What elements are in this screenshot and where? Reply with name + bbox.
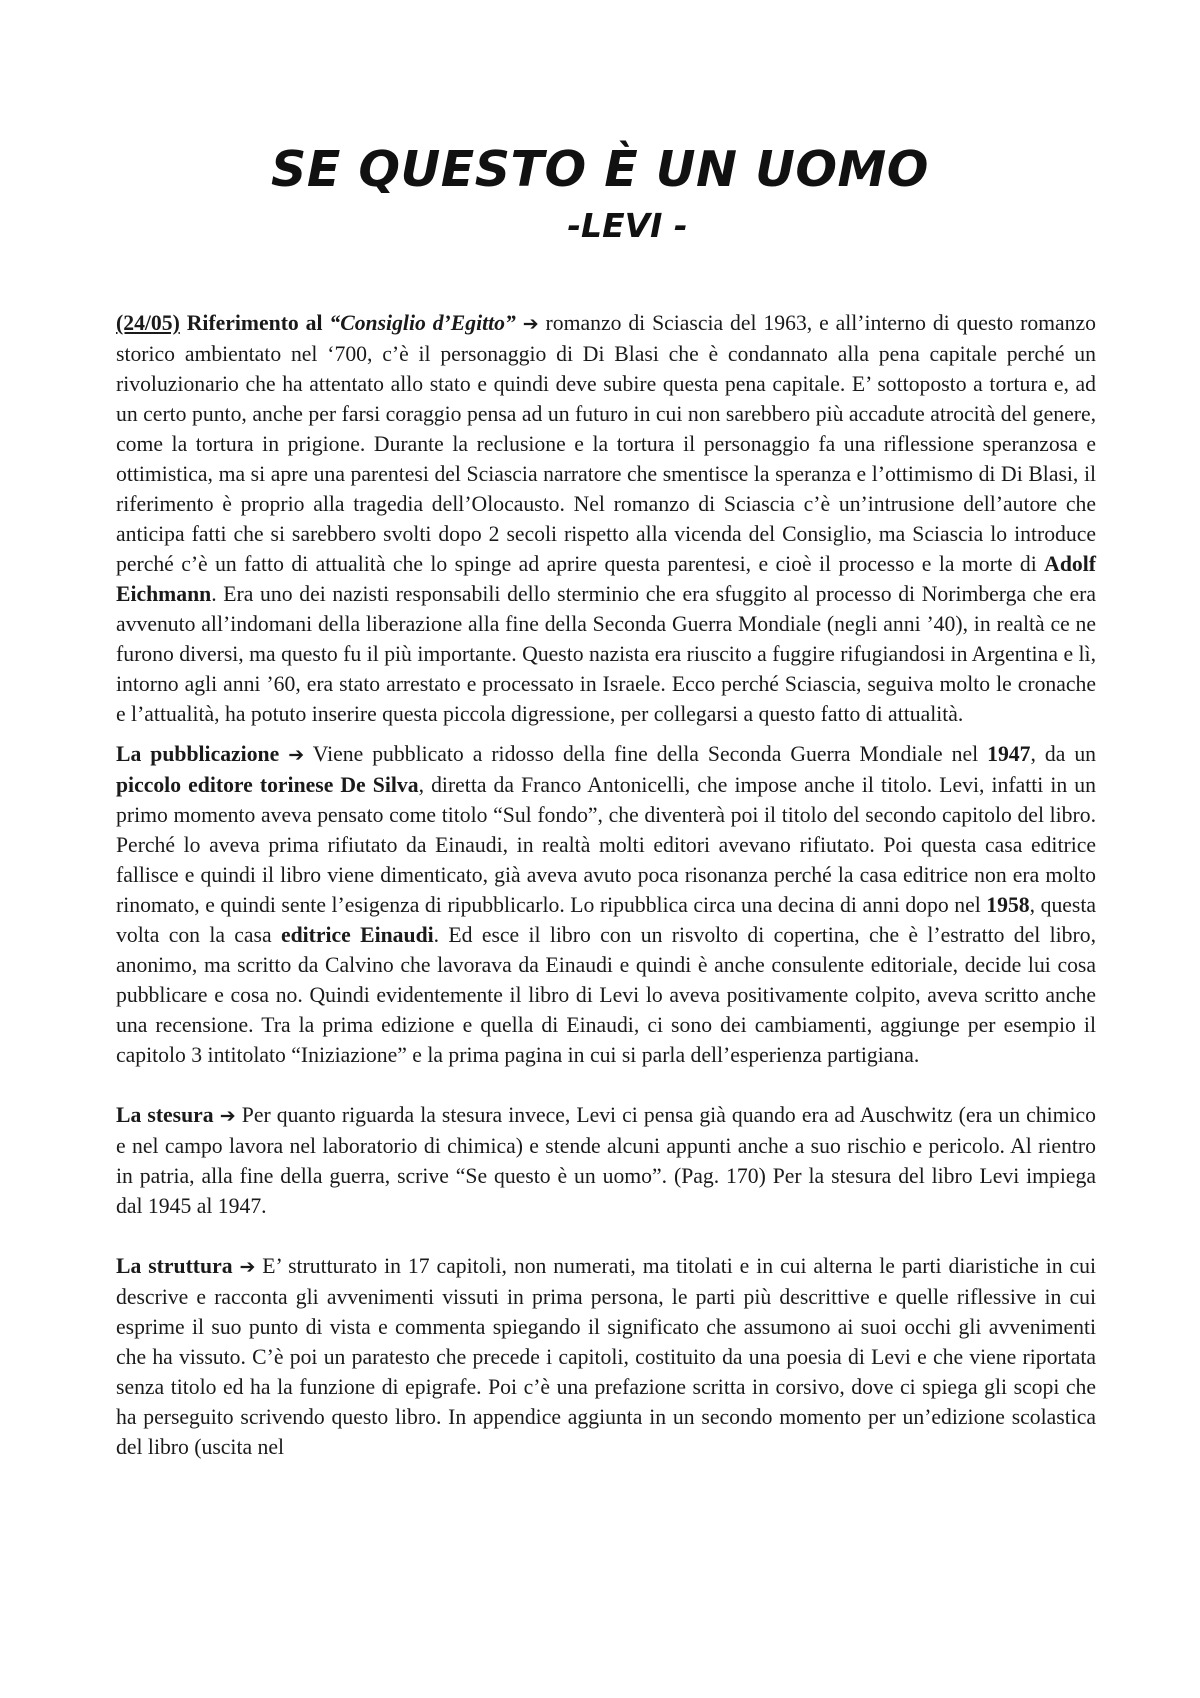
quoted-title: “Consiglio d’Egitto” [329, 311, 516, 335]
section-label: La stesura [116, 1103, 214, 1127]
text-run: , questa volta con la casa [116, 893, 1097, 947]
paragraph-riferimento [116, 308, 1096, 729]
text-run: . Era uno dei nazisti responsabili dello sterminio che era sfuggito al processo di Norimberga che era avvenuto all’indomani della liberazione alla fine della Seconda Guerra Mondiale (negli anni ’40), in realtà ce ne furono diversi, ma questo fu il più importante. Questo nazista era riuscito a fuggire rifugiandosi in Argentina e lì, intorno agli anni ’60, era stato arrestato e processato in Israele. Ecco perché Sciascia, seguiva molto le cronache e l’attualità, ha potuto inserire questa piccola digressione, per collegarsi a questo fatto di attualità. [116, 582, 1096, 726]
section-label: La pubblicazione [116, 742, 280, 766]
paragraph-stesura [116, 1100, 1096, 1221]
arrow-icon: ➔ [219, 1105, 236, 1127]
arrow-icon: ➔ [239, 1256, 256, 1278]
bold-year: 1958 [986, 893, 1030, 917]
arrow-icon: ➔ [522, 313, 539, 335]
date-label: (24/05) [116, 311, 180, 335]
arrow-icon: ➔ [288, 744, 305, 766]
bold-year: 1947 [987, 742, 1031, 766]
text-run: , diretta da Franco Antonicelli, che impose anche il titolo. Levi, infatti in un primo momento aveva pensato come titolo “Sul fondo”, che diventerà poi il titolo del secondo capitolo del libro. Perché lo aveva prima rifiutato da Einaudi, in realtà molti editori avevano rifiutato. Poi questa casa editrice fallisce e quindi il libro viene dimenticato, già aveva avuto poca risonanza perché la casa editrice non era molto rinomato, e quindi sente l’esigenza di ripubblicarlo. Lo ripubblica circa una decina di anni dopo nel [116, 773, 1096, 917]
paragraph-struttura [116, 1251, 1096, 1462]
text-run: romanzo di Sciascia del 1963, e all’interno di questo romanzo storico ambientato nel ‘700, c’è il personaggio di Di Blasi che è condannato alla pena capitale perché un rivoluzionario che ha attentato allo stato e quindi deve subire questa pena capitale. E’ sottoposto a tortura e, ad un certo punto, anche per farsi coraggio pensa ad un futuro in cui non sarebbero più accadute atrocità del genere, come la tortura in prigione. Durante la reclusione e la tortura il personaggio fa una riflessione speranzosa e ottimistica, ma si apre una parentesi del Sciascia narratore che smentisce la speranza e l’ottimismo di Di Blasi, il riferimento è proprio alla tragedia dell’Olocausto. Nel romanzo di Sciascia c’è un’intrusione dell’autore che anticipa fatti che si sarebbero svolti dopo 2 secoli rispetto alla vicenda del Consiglio, ma Sciascia lo introduce perché c’è un fatto di attualità che lo spinge ad aprire questa parentesi, e cioè il processo e la morte di [116, 311, 1096, 576]
section-label: Riferimento al [186, 311, 323, 335]
text-run: Per quanto riguarda la stesura invece, Levi ci pensa già quando era ad Auschwitz (era un chimico e nel campo lavora nel laboratorio di chimica) e stende alcuni appunti anche a suo rischio e pericolo. Al rientro in patria, alla fine della guerra, scrive “Se questo è un uomo”. (Pag. 170) Per la stesura del libro Levi impiega dal 1945 al 1947. [116, 1103, 1097, 1218]
document-title: SE QUESTO È UN UOMO [271, 141, 929, 198]
text-run [180, 311, 187, 335]
bold-name: Adolf Eichmann [116, 552, 1096, 606]
text-run [516, 311, 523, 335]
document-body [116, 308, 1096, 1462]
section-label: La struttura [116, 1254, 233, 1278]
text-run: , da un [1030, 742, 1097, 766]
document-subtitle: -LEVI - [567, 206, 688, 245]
paragraph-pubblicazione [116, 739, 1096, 1070]
bold-editor: piccolo editore torinese De Silva [116, 773, 419, 797]
bold-editor: editrice Einaudi [280, 923, 434, 947]
text-run: . Ed esce il libro con un risvolto di copertina, che è l’estratto del libro, anonimo, ma scritto da Calvino che lavorava da Einaudi e quindi è anche consulente editoriale, decide lui cosa pubblicare e cosa no. Quindi evidentemente il libro di Levi lo aveva positivamente colpito, aveva scritto anche una recensione. Tra la prima edizione e quella di Einaudi, ci sono dei cambiamenti, aggiunge per esempio il capitolo 3 intitolato “Iniziazione” e la prima pagina in cui si parla dell’esperienza partigiana. [116, 923, 1096, 1067]
text-run: Viene pubblicato a ridosso della fine della Seconda Guerra Mondiale nel [304, 742, 988, 766]
text-run: E’ strutturato in 17 capitoli, non numerati, ma titolati e in cui alterna le parti diaristiche in cui descrive e racconta gli avvenimenti vissuti in prima persona, le parti più descrittive e quelle riflessive in cui esprime il suo punto di vista e commenta spiegando il significato che assumono ai suoi occhi gli avvenimenti che ha vissuto. C’è poi un paratesto che precede i capitoli, costituito da una poesia di Levi e che viene riportata senza titolo ed ha la funzione di epigrafe. Poi c’è una prefazione scritta in corsivo, dove ci spiega gli scopi che ha perseguito scrivendo questo libro. In appendice aggiunta in un secondo momento per un’edizione scolastica del libro (uscita nel [116, 1254, 1097, 1459]
